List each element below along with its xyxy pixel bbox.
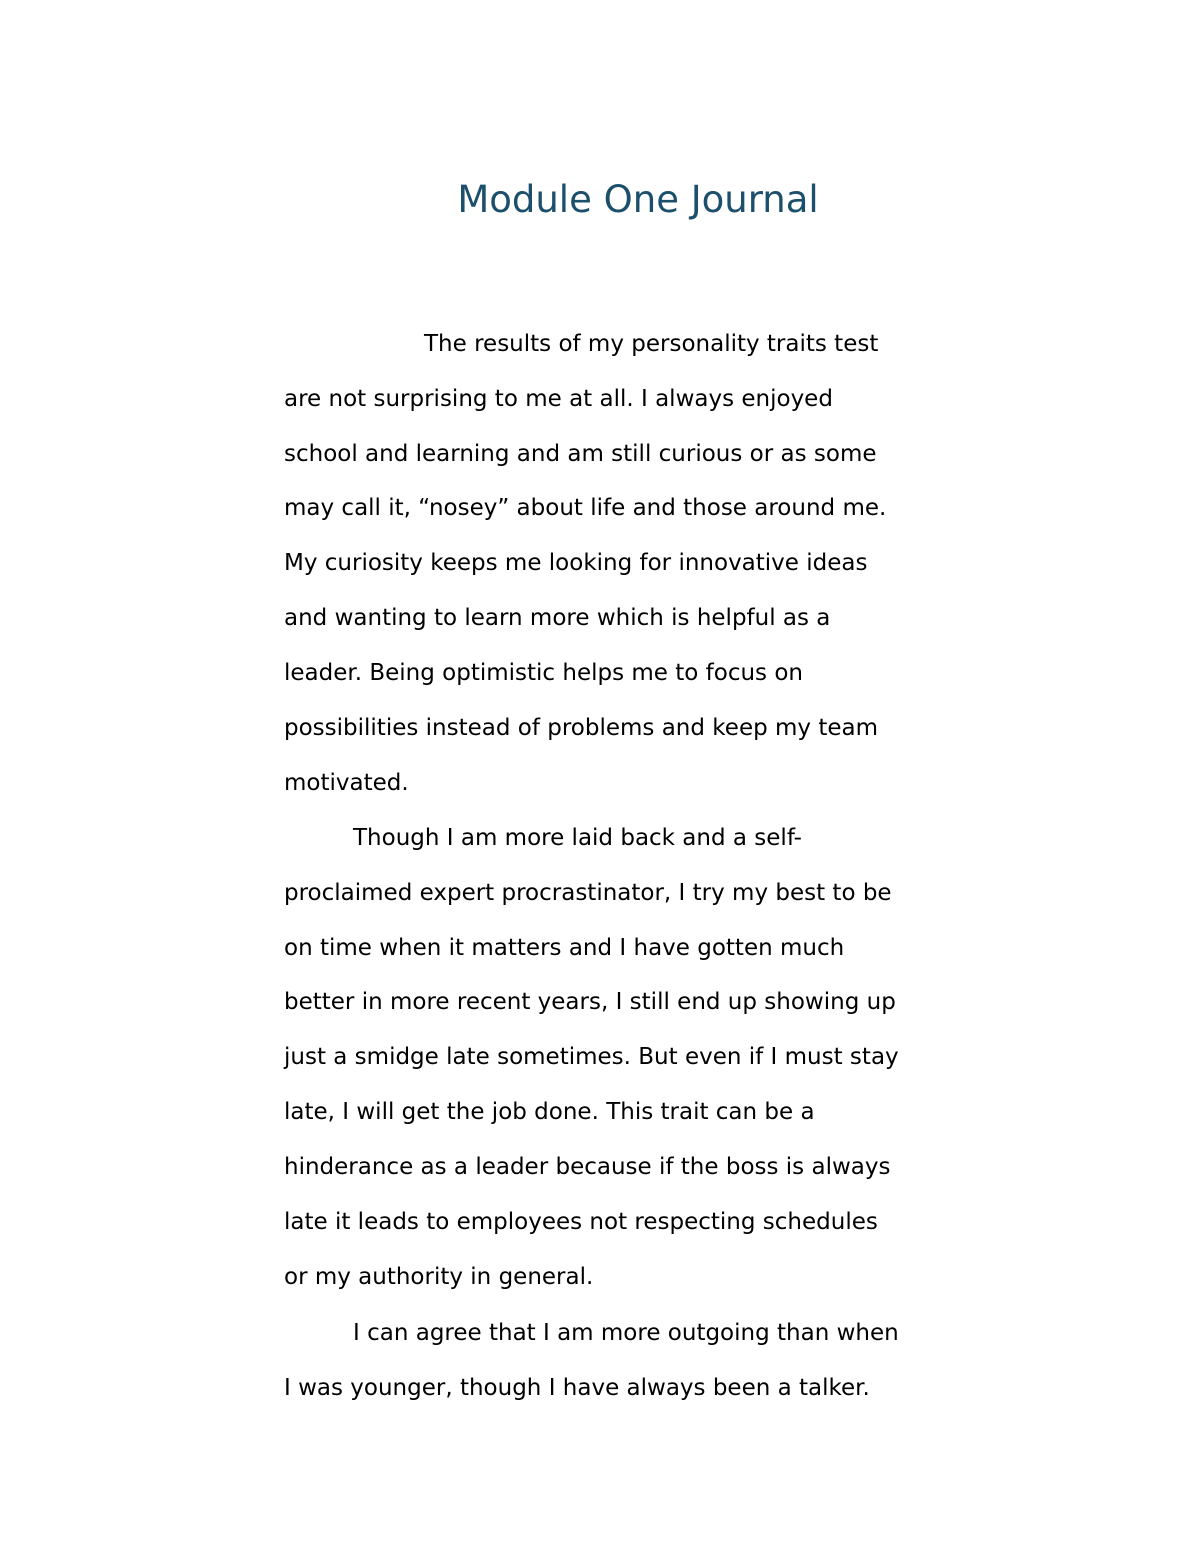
paragraph-3-line-2: I was younger, though I have always been a talker. [284,1375,870,1401]
paragraph-2-line-3: on time when it matters and I have gotten much [284,935,845,961]
paragraph-1-line-9: motivated. [284,770,409,796]
paragraph-1-line-1: The results of my personality traits test [424,331,879,357]
paragraph-2-line-9: or my authority in general. [284,1264,594,1290]
paragraph-1-line-3: school and learning and am still curious or as some [284,441,877,467]
paragraph-1-line-5: My curiosity keeps me looking for innovative ideas [284,550,868,576]
paragraph-1-line-4: may call it, “nosey” about life and those around me. [284,495,887,521]
paragraph-1-line-2: are not surprising to me at all. I always enjoyed [284,386,833,412]
paragraph-2-line-1: Though I am more laid back and a self- [353,825,802,851]
paragraph-2-line-7: hinderance as a leader because if the boss is always [284,1154,891,1180]
paragraph-1-line-7: leader. Being optimistic helps me to focus on [284,660,803,686]
document-title: Module One Journal [457,178,819,221]
paragraph-2-line-6: late, I will get the job done. This trait can be a [284,1099,815,1125]
paragraph-3-line-1: I can agree that I am more outgoing than when [353,1320,899,1346]
paragraph-1-line-6: and wanting to learn more which is helpful as a [284,605,831,631]
paragraph-2-line-8: late it leads to employees not respecting schedules [284,1209,878,1235]
paragraph-2-line-2: proclaimed expert procrastinator, I try my best to be [284,880,892,906]
paragraph-2-line-5: just a smidge late sometimes. But even if I must stay [284,1044,899,1070]
paragraph-2-line-4: better in more recent years, I still end up showing up [284,989,896,1015]
paragraph-1-line-8: possibilities instead of problems and keep my team [284,715,879,741]
